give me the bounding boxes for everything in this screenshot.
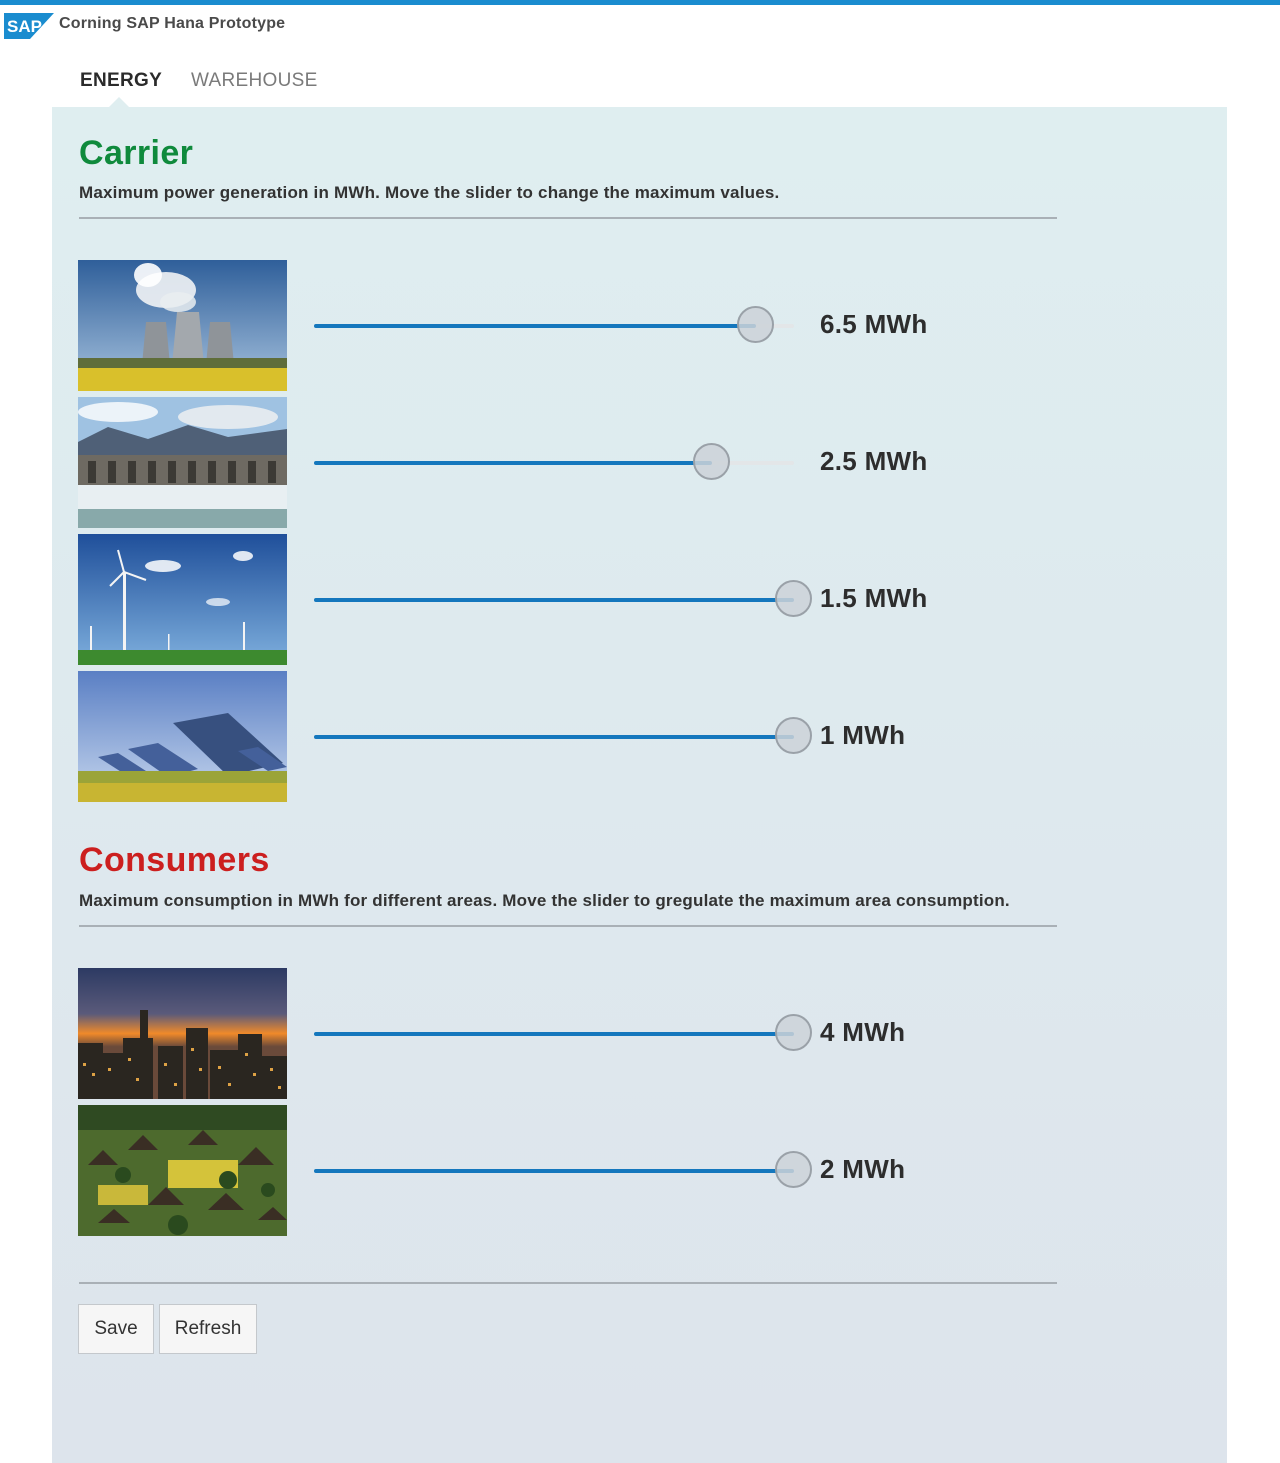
wind-farm-image [78,534,287,665]
village-slider[interactable] [314,1161,794,1181]
save-button[interactable]: Save [78,1304,154,1354]
slider-handle[interactable] [775,717,812,754]
city-slider[interactable] [314,1024,794,1044]
footer-divider [79,1282,1057,1284]
hydro-value: 2.5 MWh [820,446,928,476]
nuclear-value: 6.5 MWh [820,309,928,339]
consumers-title: Consumers [79,841,270,879]
carrier-description: Maximum power generation in MWh. Move the slider to change the maximum values. [79,183,780,202]
wind-slider[interactable] [314,590,794,610]
app-header [0,5,1280,43]
slider-fill [314,1169,794,1173]
village-value: 2 MWh [820,1154,906,1184]
slider-fill [314,324,756,328]
slider-handle[interactable] [693,443,730,480]
village-image [78,1105,287,1236]
consumer-row-city [78,968,978,1099]
active-tab-caret [109,97,129,107]
carrier-row-hydro [78,397,978,528]
hydro-dam-image [78,397,287,528]
slider-fill [314,735,794,739]
carrier-row-nuclear [78,260,978,391]
consumers-description: Maximum consumption in MWh for different areas. Move the slider to gregulate the maximum area consumption. [79,891,1010,910]
refresh-button[interactable]: Refresh [159,1304,257,1354]
nuclear-plant-image [78,260,287,391]
slider-fill [314,461,712,465]
slider-handle[interactable] [775,1151,812,1188]
consumers-divider [79,925,1057,927]
slider-fill [314,598,794,602]
tab-bar [52,55,1227,107]
city-skyline-image [78,968,287,1099]
solar-value: 1 MWh [820,720,906,750]
slider-handle[interactable] [737,306,774,343]
consumer-row-village [78,1105,978,1236]
carrier-row-wind [78,534,978,665]
city-value: 4 MWh [820,1017,906,1047]
hydro-slider[interactable] [314,453,794,473]
app-title: Corning SAP Hana Prototype [59,15,286,32]
carrier-row-solar [78,671,978,802]
slider-handle[interactable] [775,580,812,617]
carrier-title: Carrier [79,134,194,172]
energy-panel [52,107,1227,1463]
nuclear-slider[interactable] [314,316,794,336]
slider-fill [314,1032,794,1036]
sap-logo [4,13,54,39]
slider-handle[interactable] [775,1014,812,1051]
sap-logo-text: SAP [7,17,42,36]
tab-energy[interactable]: ENERGY [80,70,163,91]
solar-slider[interactable] [314,727,794,747]
tab-warehouse[interactable]: WAREHOUSE [191,70,318,91]
carrier-divider [79,217,1057,219]
wind-value: 1.5 MWh [820,583,928,613]
solar-panels-image [78,671,287,802]
